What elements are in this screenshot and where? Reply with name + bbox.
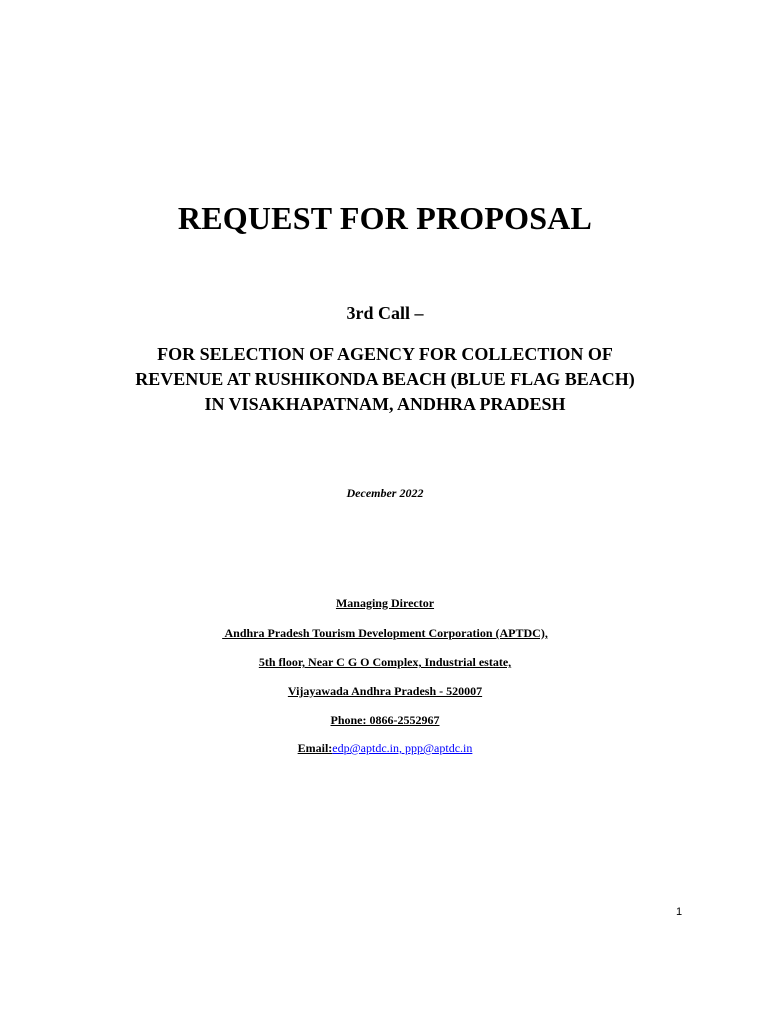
email-link[interactable]: edp@aptdc.in, ppp@aptdc.in	[332, 741, 473, 755]
address-line: 5th floor, Near C G O Complex, Industrial estate,	[258, 655, 512, 669]
email-line	[0, 741, 770, 756]
subject-heading	[0, 342, 770, 417]
document-date: December 2022	[346, 486, 424, 500]
subject-line: REVENUE AT RUSHIKONDA BEACH (BLUE FLAG BEACH)	[135, 369, 635, 389]
call-label: 3rd Call –	[346, 303, 424, 323]
phone-line: Phone: 0866-2552967	[330, 713, 440, 727]
email-label: Email:	[297, 741, 333, 755]
document-title: REQUEST FOR PROPOSAL	[177, 200, 593, 236]
subject-line: IN VISAKHAPATNAM, ANDHRA PRADESH	[204, 394, 566, 414]
subject-line: FOR SELECTION OF AGENCY FOR COLLECTION OF	[157, 344, 613, 364]
city-line: Vijayawada Andhra Pradesh - 520007	[287, 684, 483, 698]
organization: Andhra Pradesh Tourism Development Corporation (APTDC),	[222, 626, 548, 640]
page-number: 1	[676, 906, 683, 918]
designation: Managing Director	[335, 596, 435, 610]
